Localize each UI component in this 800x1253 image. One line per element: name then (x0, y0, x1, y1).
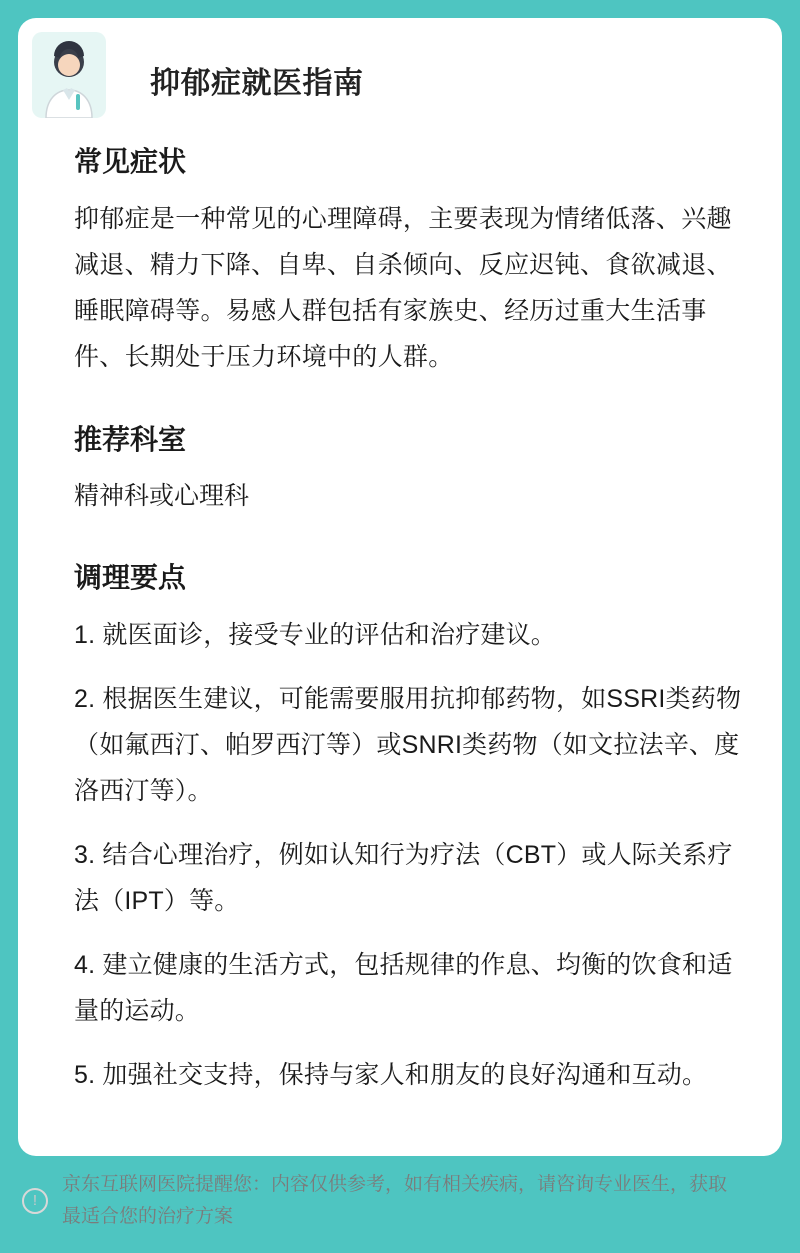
thumbs-up-icon[interactable] (742, 1183, 778, 1219)
list-item: 3. 结合心理治疗，例如认知行为疗法（CBT）或人际关系疗法（IPT）等。 (74, 841, 733, 915)
section-heading-symptoms: 常见症状 (74, 146, 187, 177)
info-icon: ! (22, 1188, 48, 1214)
tips-list (54, 612, 746, 1098)
list-item: 2. 根据医生建议，可能需要服用抗抑郁药物，如SSRI类药物（如氟西汀、帕罗西汀等）或SNRI类药物（如文拉法辛、度洛西汀等）。 (74, 685, 742, 805)
page-title: 抑郁症就医指南 (150, 67, 364, 100)
footer-disclaimer-bar (0, 1149, 800, 1253)
doctor-avatar-icon (32, 32, 106, 118)
disclaimer-text: 京东互联网医院提醒您：内容仅供参考，如有相关疾病，请咨询专业医生，获取最适合您的治疗方案 (62, 1174, 728, 1227)
list-item: 1. 就医面诊，接受专业的评估和治疗建议。 (74, 621, 556, 649)
guide-card (18, 18, 782, 1156)
section-heading-tips: 调理要点 (74, 562, 187, 593)
section-heading-department: 推荐科室 (74, 424, 187, 455)
list-item: 5. 加强社交支持，保持与家人和朋友的良好沟通和互动。 (74, 1061, 708, 1089)
section-body-department: 精神科或心理科 (74, 482, 250, 510)
section-body-symptoms: 抑郁症是一种常见的心理障碍，主要表现为情绪低落、兴趣减退、精力下降、自卑、自杀倾向、反应迟钝、食欲减退、睡眠障碍等。易感人群包括有家族史、经历过重大生活事件、长期处于压力环境中的人群。 (74, 205, 732, 371)
list-item: 4. 建立健康的生活方式，包括规律的作息、均衡的饮食和适量的运动。 (74, 951, 733, 1025)
